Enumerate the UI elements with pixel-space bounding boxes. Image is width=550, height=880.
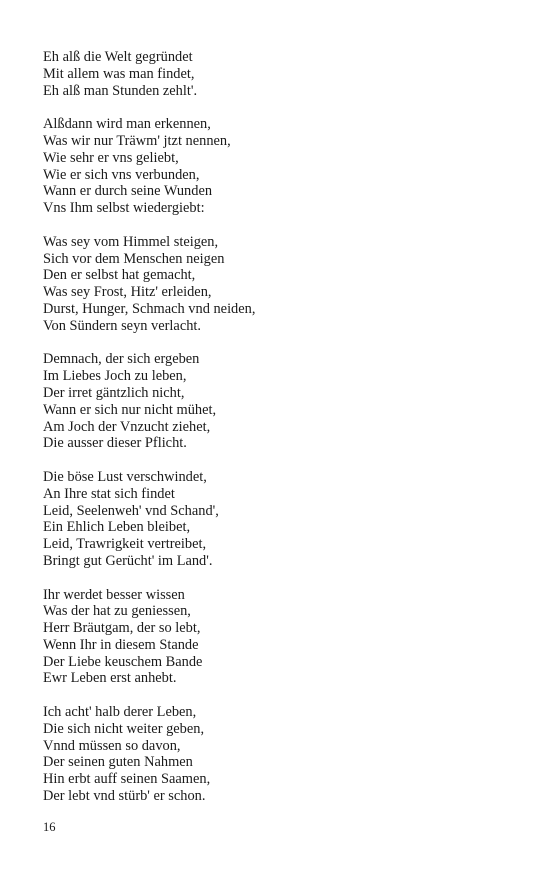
stanza bbox=[43, 49, 255, 99]
verse-line: Was sey Frost, Hitz' erleiden, bbox=[43, 284, 212, 301]
verse-line: Herr Bräutgam, der so lebt, bbox=[43, 620, 201, 637]
stanza bbox=[43, 704, 255, 805]
verse-line: Sich vor dem Menschen neigen bbox=[43, 250, 225, 267]
verse-line: Leid, Seelenweh' vnd Schand', bbox=[43, 502, 219, 519]
verse-line: An Ihre stat sich findet bbox=[43, 485, 175, 502]
verse-line: Durst, Hunger, Schmach vnd neiden, bbox=[43, 300, 256, 317]
verse-line: Wann er sich nur nicht mühet, bbox=[43, 401, 217, 418]
verse-line: Vns Ihm selbst wiedergiebt: bbox=[43, 200, 205, 217]
verse-line: Bringt gut Gerücht' im Land'. bbox=[43, 552, 213, 569]
poem-text bbox=[43, 49, 255, 822]
verse-line: Die ausser dieser Pflicht. bbox=[43, 435, 187, 452]
verse-line: Wann er durch seine Wunden bbox=[43, 183, 213, 200]
stanza bbox=[43, 469, 255, 570]
verse-line: Leid, Trawrigkeit vertreibet, bbox=[43, 536, 207, 553]
verse-line: Die böse Lust verschwindet, bbox=[43, 468, 207, 485]
verse-line: Die sich nicht weiter geben, bbox=[43, 720, 205, 737]
verse-line: Ihr werdet besser wissen bbox=[43, 586, 185, 603]
verse-line: Mit allem was man findet, bbox=[43, 65, 195, 82]
verse-line: Eh alß die Welt gegründet bbox=[43, 49, 193, 65]
verse-line: Demnach, der sich ergeben bbox=[43, 351, 200, 368]
verse-line: Was sey vom Himmel steigen, bbox=[43, 233, 219, 250]
verse-line: Der irret gäntzlich nicht, bbox=[43, 384, 185, 401]
verse-line: Wie sehr er vns geliebt, bbox=[43, 149, 179, 166]
verse-line: Von Sündern seyn verlacht. bbox=[43, 317, 202, 334]
stanza bbox=[43, 351, 255, 452]
stanza bbox=[43, 116, 255, 217]
verse-line: Ich acht' halb derer Leben, bbox=[43, 704, 197, 721]
page-number: 16 bbox=[43, 820, 56, 834]
verse-line: Den er selbst hat gemacht, bbox=[43, 267, 196, 284]
verse-line: Ein Ehlich Leben bleibet, bbox=[43, 519, 191, 536]
verse-line: Hin erbt auff seinen Saamen, bbox=[43, 771, 211, 788]
verse-line: Wenn Ihr in diesem Stande bbox=[43, 636, 199, 653]
verse-line: Der seinen guten Nahmen bbox=[43, 754, 193, 771]
verse-line: Der Liebe keuschem Bande bbox=[43, 653, 203, 670]
verse-line: Wie er sich vns verbunden, bbox=[43, 166, 200, 183]
verse-line: Am Joch der Vnzucht ziehet, bbox=[43, 418, 211, 435]
verse-line: Im Liebes Joch zu leben, bbox=[43, 368, 187, 385]
verse-line: Der lebt vnd stürb' er schon. bbox=[43, 788, 206, 805]
verse-line: Alßdann wird man erkennen, bbox=[43, 116, 211, 133]
verse-line: Ewr Leben erst anhebt. bbox=[43, 670, 177, 687]
stanza bbox=[43, 587, 255, 688]
verse-line: Vnnd müssen so davon, bbox=[43, 737, 181, 754]
verse-line: Was wir nur Träwm' jtzt nennen, bbox=[43, 132, 231, 149]
stanza bbox=[43, 234, 255, 335]
verse-line: Eh alß man Stunden zehlt'. bbox=[43, 82, 198, 99]
verse-line: Was der hat zu geniessen, bbox=[43, 603, 191, 620]
